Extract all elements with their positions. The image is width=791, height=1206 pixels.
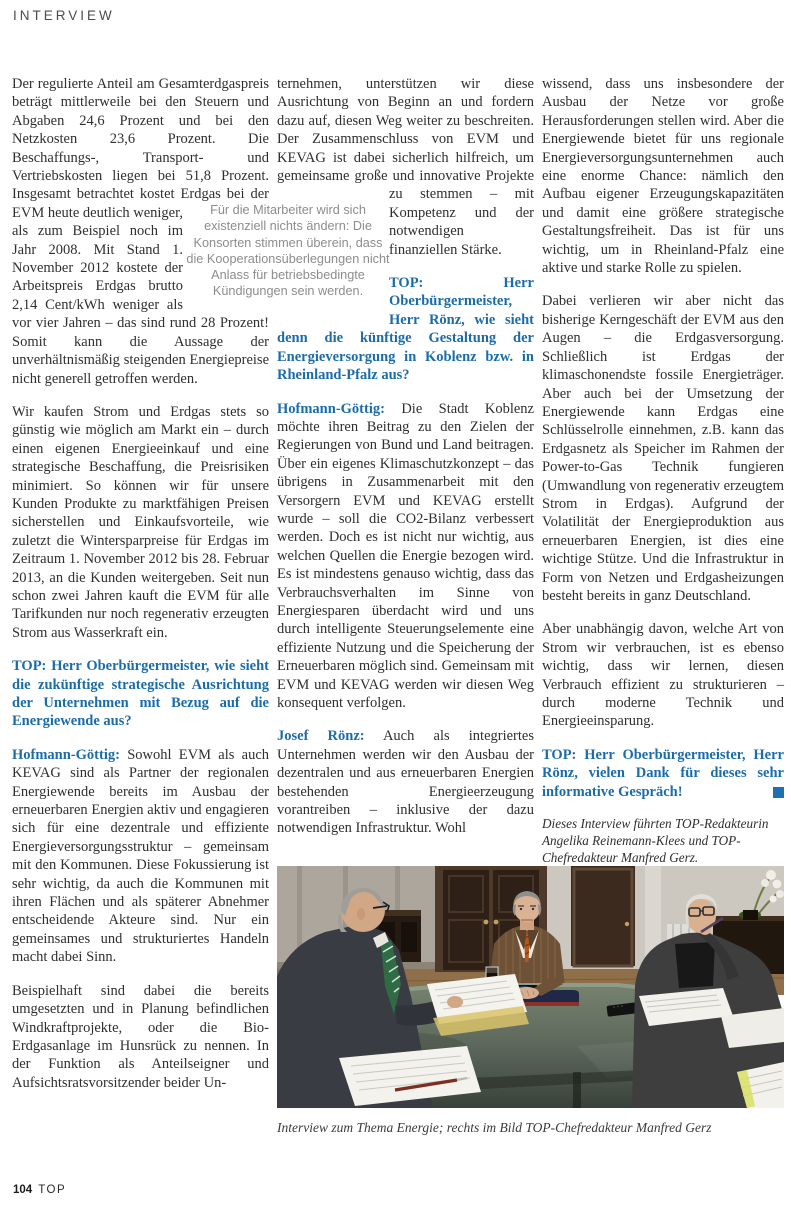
answer-paragraph	[277, 400, 534, 713]
magazine-name: TOP	[38, 1184, 67, 1196]
answer-paragraph	[277, 727, 534, 837]
interview-credit: Dieses Interview führten TOP-Redakteurin Angelika Reinemann-Klees und TOP-Chefredakteur Manfred Gerz.	[542, 816, 769, 865]
paragraph-text: Der regulierte Anteil am Gesamterdgaspreis beträgt mittlerweile bei den Steuern und Abgaben 24,6 Prozent und bei den Netzkosten 23,6 Prozent. Die Beschaffungs-, Transport- und Vertriebskosten liegen bei 51,8 Prozent. Insgesamt betrachtet kostet Erdgas bei	[12, 76, 269, 203]
page-number: 104	[13, 1184, 33, 1196]
question-text: TOP: Herr Oberbürgermeister, Herr Rönz, vielen Dank für dieses sehr informative Gespräch!	[542, 746, 784, 800]
section-header: INTERVIEW	[13, 8, 115, 23]
paragraph-text: Sowohl EVM als auch KEVAG sind als Partner der regionalen Energiewende bereits im Ausbau der erneuerbaren Energien aktiv und engagieren sich für eine dezentrale und effiziente Energieversorgungsstruktur – gemeinsam mit den Kommunen. Diese Fokussierung ist sehr wichtig, da auch die Kommunen mit ihren Flächen und als späterer Abnehmer entscheidende Akteure sind. Nur ein gemeinsames und strukturiertes Handeln macht dabei Sinn.	[12, 746, 269, 966]
text-column-2	[277, 75, 534, 853]
paragraph-text: ternehmen, unterstützen wir diese Ausrichtung von Beginn an und fordern dazu auf, diesen Weg weiter zu beschreiten. Der Zusammenschluss von EVM und KEVAG ist dabei sicherlich hilfreich, um gemeinsame große und innovative Projekte zu stemmen –	[277, 76, 534, 203]
end-of-article-square-icon	[773, 787, 784, 798]
text-column-3	[542, 75, 784, 866]
paragraph-text: Auch als integriertes Unternehmen werden wir den Ausbau der dezentralen und aus erneuerbaren Energien bestehenden Energieerzeugung vorantreiben – inklusive der dazu notwendigen Infrastruktur. Wohl	[277, 728, 534, 837]
speaker-name: Hofmann-Göttig:	[12, 746, 120, 763]
paragraph: Wir kaufen Strom und Erdgas stets so günstig wie möglich am Markt ein – durch einen eigenen Energieeinkauf und eine strategische Beschaffung, die Preisrisiken minimiert. So können wir für unsere Kunden Produkte zu marktfähigen Preisen sicherstellen und Einkaufsvorteile, wie zuletzt die Wintersparpreise für Erdgas im Zeitraum 1. November 2012 bis 28. Februar 2013, an die Kunden weitergeben. Seit nun schon zwei Jahren kauft die EVM für alle Tarifkunden nur noch regenerativ erzeugten Strom aus Wasserkraft ein.	[12, 403, 269, 641]
interview-photo-figure	[277, 866, 784, 1136]
paragraph-text: mit Kompetenz und der notwendigen finanziellen Stärke.	[389, 186, 534, 258]
interview-question: TOP: Herr Oberbürgermeister, wie sieht die zukünftige strategische Ausrichtung der Unternehmen mit Bezug auf die Energiewende aus?	[12, 658, 269, 730]
speaker-name: Hofmann-Göttig:	[277, 400, 385, 417]
pull-quote: Für die Mitarbeiter wird sich existenziell nichts ändern: Die Konsorten stimmen überein, dass die Kooperationsüberlegungen nicht Anlass für betriebsbedingte Kündigungen sein werden.	[186, 203, 390, 299]
interview-question	[542, 746, 784, 801]
paragraph: Dabei verlieren wir aber nicht das bisherige Kerngeschäft der EVM aus den Augen – die Erdgasversorgung. Schließlich ist Erdgas der klimaschonendste fossile Energieträger. Aber auch bei der Umsetzung der Energiewende kann Erdgas eine Schlüsselrolle einnehmen, z.B. kann das Erdgasnetz als Speicher im Rahmen der Power-to-Gas Technik fungieren (Umwandlung von regenerativ erzeugtem Strom in Erdgas). Aufgrund der Volatilität der Energieproduktion aus erneuerbaren Energien, ist dies eine wichtige Stütze. Und die Infrastruktur in Form von Netzen und Erdgasheizungen besteht bereits in ganz Deutschland.	[542, 293, 784, 604]
paragraph-text: Die Stadt Koblenz möchte ihren Beitrag zu den Zielen der Regierungen von Bund und Land beitragen. Über ein eigenes Klimaschutzkonzept – das übrigens in Zusammenarbeit mit den Versorgern EVM und KEVAG erstellt wurde – soll die CO2-Bilanz verbessert werden. Doch es ist nicht nur wichtig, aus welchen Quellen die Energie bezogen wird. Es ist mindestens genauso wichtig, dass das Verbrauchsverhalten im Sinne von Energiesparen überdacht wird und uns durch intelligente Steuerungselemente eine effiziente Nutzung und die Speicherung der Erneuerbaren möglich sind. Gemeinsam mit EVM und KEVAG werden wir diesen Weg konsequent verfolgen.	[277, 400, 534, 711]
paragraph: Aber unabhängig davon, welche Art von Strom wir verbrauchen, ist es ebenso wichtig, dass wir lernen, diesen Verbrauch effizient zu strukturieren – durch moderne Technik und Energieeinsparung.	[542, 621, 784, 730]
page-footer	[13, 1184, 66, 1196]
question-text: TOP: Herr Oberbürgermeister, Herr Rönz, wie sieht denn die künftige Gestaltung der Energieversorgung in Koblenz bzw. in Rheinland-Pfalz aus?	[277, 275, 534, 384]
paragraph: wissend, dass uns insbesondere der Ausbau der Netze vor große Herausforderungen stellen wird. Aber die Energiewende bietet für uns regionale Energieversorgungsunternehmen auch eine enorme Chance: nämlich den Aufbau eigener Erzeugungskapazitäten und damit eine größere strategische Gestaltungsfreiheit. Das ist für uns wichtig, um in Rheinland-Pfalz eine aktive und starke Rolle zu spielen.	[542, 76, 784, 277]
photo-caption: Interview zum Thema Energie; rechts im Bild TOP-Chefredakteur Manfred Gerz	[277, 1120, 712, 1135]
paragraph-text: der EVM heute deutlich weniger, als zum Beispiel noch im Jahr 2008. Mit Stand 1. November 2012 kostete der Arbeitspreis Erdgas brutto 2,14 Cent/kWh weniger als vor vier Jahren – das sind rund 28 Prozent! Somit kann die Aussage der unverhältnismäßig steigenden Energiepreise nicht generell getroffen werden.	[12, 186, 269, 387]
paragraph: Beispielhaft sind dabei die bereits umgesetzten und in Planung befindlichen Windkraftprojekte, oder die Bio-Erdgasanlage im Hunsrück zu nennen. In der Funktion als Anteilseigner und Aufsichtsratsvorsitzender beider Un-	[12, 982, 269, 1091]
answer-paragraph	[12, 746, 269, 967]
interview-photo	[277, 866, 784, 1108]
speaker-name: Josef Rönz:	[277, 728, 365, 745]
